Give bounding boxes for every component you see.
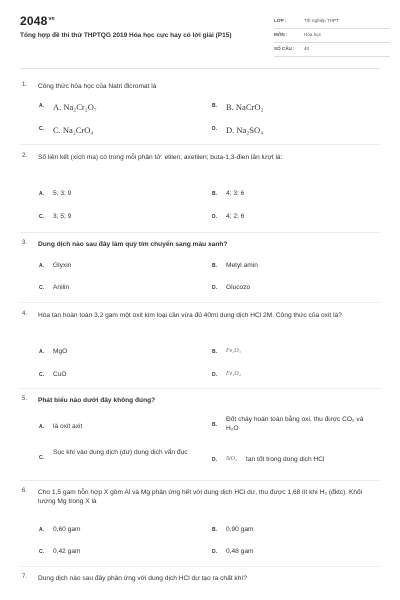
meta-label: MÔN : (274, 32, 288, 37)
logo-text: 2048 (20, 14, 48, 28)
option-text: tan tốt trong dung dịch HCl (246, 456, 325, 463)
option-text: Metyl amin (226, 262, 258, 269)
question-number: 4. (22, 311, 28, 317)
option-text: 4; 3; 6 (226, 190, 245, 197)
meta-label: SỐ CÂU : (274, 46, 295, 51)
meta-value: Tốt nghiệp THPT (304, 18, 339, 23)
option-letter: D. (212, 457, 217, 463)
question-number: 3. (22, 240, 28, 246)
header-divider (20, 68, 380, 69)
option-letter: A. (39, 263, 44, 269)
option-letter: B. (212, 191, 217, 197)
question-text: Số liên kết (xích ma) có trong mỗi phân tử: etilen; axetilen; buta-1,3-đien lần lượt là: (38, 154, 283, 161)
question-divider (20, 480, 380, 481)
option-text: C. Na₂CrO₄ (53, 125, 94, 135)
option-text: Glucozo (226, 284, 251, 291)
question-number: 7. (22, 574, 28, 580)
meta-label: LỚP : (274, 18, 287, 23)
question-number: 2. (22, 153, 28, 159)
option-text: 5; 3; 9 (53, 190, 72, 197)
meta-value: Hóa học (304, 32, 322, 37)
option-formula: SiO₂ (226, 456, 238, 462)
option-text: Sục khí vào dung dịch (dư) dung dịch vẩn đục (53, 449, 188, 456)
option-text: MgO (53, 348, 68, 355)
option-letter: B. (212, 263, 217, 269)
option-letter: B. (212, 349, 217, 355)
question-number: 1. (22, 82, 28, 88)
question-text: Dung dịch nào sau đây làm quỳ tím chuyển sang màu xanh? (38, 241, 228, 248)
exam-meta (274, 16, 390, 58)
option-text: Glyxin (53, 262, 72, 269)
meta-row-class (274, 16, 390, 29)
option-letter: C. (39, 372, 44, 378)
page-title: Tổng hợp đề thi thử THPTQG 2019 Hóa học cực hay có lời giải (P15) (20, 32, 232, 39)
option-letter: A. (39, 349, 44, 355)
option-letter: B. (212, 103, 217, 109)
option-letter: D. (212, 214, 217, 220)
option-letter: C. (39, 126, 44, 132)
logo-suffix: vn (48, 16, 55, 22)
option-text: Đốt cháy hoàn toàn bằng oxi, thu được CO₂ và H₂O (226, 416, 364, 432)
option-letter: C. (39, 214, 44, 220)
option-text: là oxit axit (53, 423, 83, 430)
option-letter: C. (39, 285, 44, 291)
page-header (20, 14, 390, 58)
option-text: 0,48 gam (226, 548, 254, 555)
option-letter: C. (39, 549, 44, 555)
option-text: D. Na₂SO₄ (226, 125, 264, 135)
option-letter: D. (212, 549, 217, 555)
question-text: Dung dịch nào sau đây phản ứng với dung dịch HCl dư tạo ra chất khí? (38, 575, 247, 582)
question-divider (20, 388, 380, 389)
question-divider (20, 232, 380, 233)
option-letter: D. (212, 126, 217, 132)
question-divider (20, 566, 380, 567)
option-letter: B. (212, 422, 217, 428)
question-number: 5. (22, 396, 28, 402)
question-divider (20, 302, 380, 303)
option-letter: A. (39, 191, 44, 197)
option-text: 0,60 gam (53, 526, 81, 533)
question-text: Cho 1,5 gam hỗn hợp X gồm Al và Mg phản ứng hết với dung dịch HCl dư, thu được 1,68 lít khí H₂ (đktc). Khối lượng Mg trong X là (38, 489, 363, 505)
question-text: Hòa tan hoàn toàn 3,2 gam một oxit kim loại cần vừa đủ 40ml dung dịch HCl 2M. Công thức của oxit là? (38, 312, 342, 319)
option-text: Anilin (53, 284, 70, 291)
option-letter: D. (212, 372, 217, 378)
option-text: Fe₃O₄ (226, 371, 241, 377)
option-text: Fe₂O₃ (226, 348, 241, 354)
option-letter: C. (39, 455, 44, 461)
option-text: A. Na₂Cr₂O₇ (53, 102, 97, 112)
option-letter: A. (39, 424, 44, 430)
option-letter: A. (39, 527, 44, 533)
option-text: 0,90 gam (226, 526, 254, 533)
option-letter: D. (212, 285, 217, 291)
question-number: 6. (22, 488, 28, 494)
question-divider (20, 144, 380, 145)
logo[interactable] (20, 14, 55, 28)
question-text: Công thức hóa học của Natri đicromat là (38, 83, 157, 90)
meta-row-count (274, 44, 390, 57)
option-text: B. NaCrO₂ (226, 102, 264, 112)
question-text: Phát biểu nào dưới đây không đúng? (38, 397, 156, 404)
meta-row-subject (274, 30, 390, 43)
option-text: 0,42 gam (53, 548, 81, 555)
meta-value: 40 (304, 46, 310, 51)
option-letter: B. (212, 527, 217, 533)
option-letter: A. (39, 103, 44, 109)
option-text: 4; 2; 6 (226, 213, 245, 220)
option-text: CuO (53, 371, 67, 378)
option-text: 3; 5; 9 (53, 213, 72, 220)
